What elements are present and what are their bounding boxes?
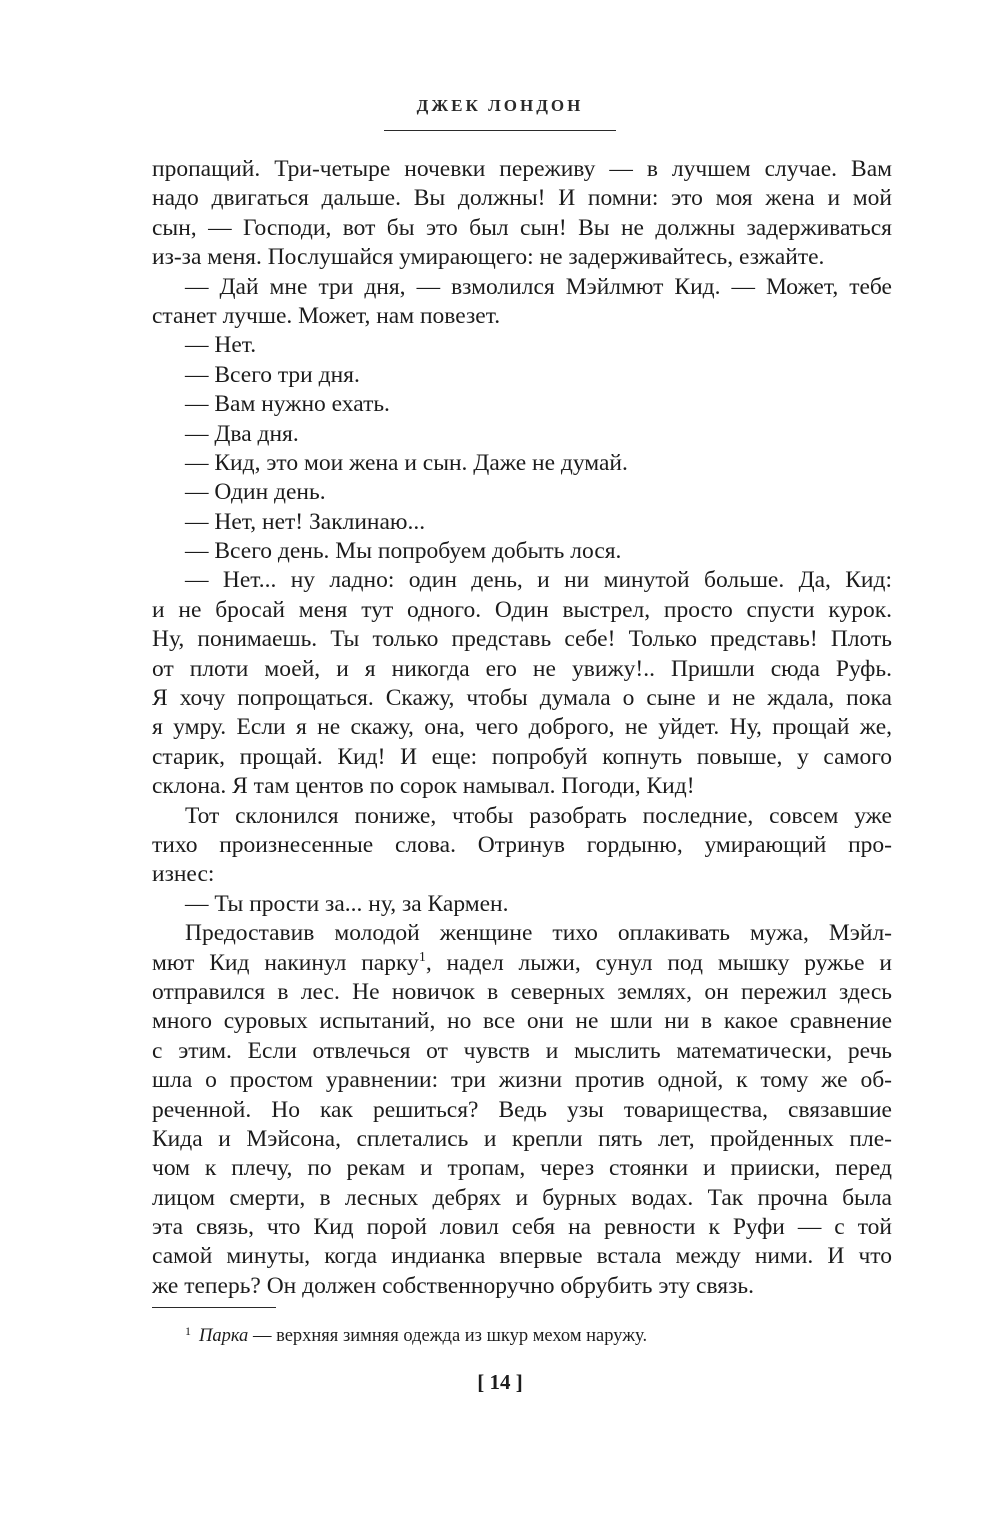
dialogue-line: — Всего день. Мы попробуем добыть лося. — [185, 538, 622, 565]
dialogue-line: — Один день. — [185, 479, 326, 506]
text-line: чом к плечу, по рекам и тропам, через стоянки и прииски, перед — [152, 1155, 892, 1182]
text-line: надо двигаться дальше. Вы должны! И помни: это моя жена и мой — [152, 185, 892, 212]
text-line: же теперь? Он должен собственноручно обрубить эту связь. — [152, 1272, 754, 1299]
header-rule — [384, 130, 616, 131]
footnote-marker: 1 — [185, 1324, 191, 1338]
text-line: — Нет... ну ладно: один день, и ни минутой больше. Да, Кид: — [185, 567, 892, 594]
text-line: шла о простом уравнении: три жизни против одной, к тому же об- — [152, 1067, 892, 1094]
text-line-with-footnote — [152, 949, 892, 978]
text-line: Ну, понимаешь. Ты только представь себе! Только представь! Плоть — [152, 626, 892, 653]
text-line: тихо произнесенные слова. Отринув гордыню, умирающий про- — [152, 831, 892, 858]
text-line: старик, прощай. Кид! И еще: попробуй копнуть повыше, у самого — [152, 743, 892, 770]
text-line: Предоставив молодой женщине тихо оплакивать мужа, Мэйл- — [185, 920, 892, 947]
text-line: и не бросай меня тут одного. Один выстрел, просто спусти курок. — [152, 596, 892, 623]
text-line: Кида и Мэйсона, сплетались и крепли пять лет, пройденных пле- — [152, 1125, 892, 1152]
footnote-text: — верхняя зимняя одежда из шкур мехом наружу. — [248, 1326, 648, 1346]
text-line: отправился в лес. Не новичок в северных землях, он пережил здесь — [152, 978, 892, 1005]
text-line: Тот склонился пониже, чтобы разобрать последние, совсем уже — [185, 802, 892, 829]
text-line: эта связь, что Кид порой ловил себя на ревности к Руфи — с той — [152, 1214, 892, 1241]
text-line: из-за меня. Послушайся умирающего: не задерживайтесь, езжайте. — [152, 244, 825, 271]
text-line: реченной. Но как решиться? Ведь узы товарищества, связавшие — [152, 1096, 892, 1123]
text-fragment: мют Кид накинул парку — [152, 949, 419, 976]
text-line: с этим. Если отвлечься от чувств и мыслить математически, речь — [152, 1037, 892, 1064]
text-line: изнес: — [152, 861, 215, 888]
text-line: я умру. Если я не скажу, она, чего доброго, не уйдет. Ну, прощай же, — [152, 714, 892, 741]
text-line: Я хочу попрощаться. Скажу, чтобы думала о сыне и не ждала, пока — [152, 685, 892, 712]
text-line: склона. Я там центов по сорок намывал. Погоди, Кид! — [152, 773, 695, 800]
running-header: ДЖЕК ЛОНДОН — [416, 96, 584, 115]
dialogue-line: — Всего три дня. — [185, 361, 360, 388]
footnote-ref: 1 — [418, 949, 426, 965]
dialogue-line: — Вам нужно ехать. — [185, 391, 390, 418]
text-line: сын, — Господи, вот бы это был сын! Вы не должны задерживаться — [152, 214, 892, 241]
body-text — [152, 155, 892, 1301]
text-line: самой минуты, когда индианка впервые встала между ними. И что — [152, 1243, 892, 1270]
text-line: много суровых испытаний, но все они не шли ни в какое сравнение — [152, 1008, 892, 1035]
dialogue-line: — Два дня. — [185, 420, 299, 447]
dialogue-line: — Нет. — [185, 332, 257, 359]
dialogue-line: — Нет, нет! Заклинаю... — [185, 508, 426, 535]
footnote-rule — [152, 1307, 276, 1308]
dialogue-line: — Ты прости за... ну, за Кармен. — [185, 890, 509, 917]
text-line: пропащий. Три-четыре ночевки переживу — в лучшем случае. Вам — [152, 156, 892, 182]
page-number: [ 14 ] — [477, 1370, 523, 1394]
dialogue-line: — Кид, это мои жена и сын. Даже не думай. — [185, 449, 628, 476]
text-line: лицом смерти, в лесных дебрях и бурных водах. Так прочна была — [152, 1184, 892, 1211]
footnote — [185, 1319, 647, 1348]
footnote-term: Парка — [199, 1326, 249, 1346]
text-line: от плоти моей, и я никогда его не увижу!.. Пришли сюда Руфь. — [152, 655, 892, 682]
text-line: станет лучше. Может, нам повезет. — [152, 302, 501, 329]
text-line: — Дай мне три дня, — взмолился Мэйлмют Кид. — Может, тебе — [185, 273, 892, 300]
text-fragment: , надел лыжи, сунул под мышку ружье и — [425, 949, 892, 976]
